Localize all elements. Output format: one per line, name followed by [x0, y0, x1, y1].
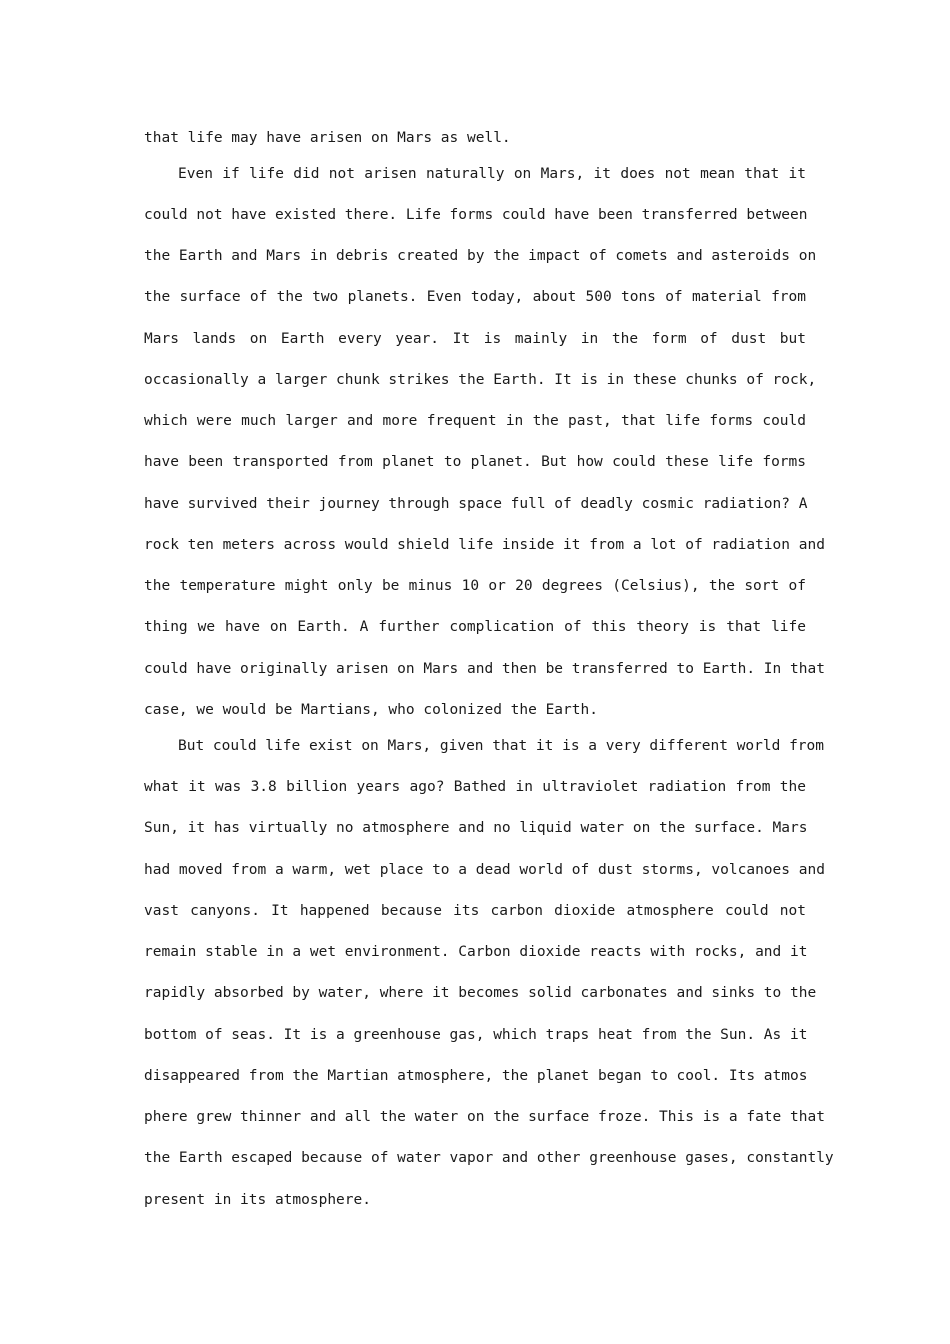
- text-line: had moved from a warm, wet place to a dead world of dust storms, volcanoes and: [144, 862, 825, 878]
- text-line: remain stable in a wet environment. Carbon dioxide reacts with rocks, and it: [144, 944, 808, 960]
- paragraph-start: But could life exist on Mars, given that it is a very different world from: [178, 738, 825, 754]
- text-line: could not have existed there. Life forms could have been transferred between: [144, 207, 808, 223]
- text-line: what it was 3.8 billion years ago? Bathed in ultraviolet radiation from the: [144, 779, 806, 795]
- text-line: vast canyons. It happened because its carbon dioxide atmosphere could not: [144, 903, 806, 919]
- text-line: which were much larger and more frequent in the past, that life forms could: [144, 413, 806, 429]
- text-line: that life may have arisen on Mars as well.: [144, 130, 511, 146]
- text-line: the Earth escaped because of water vapor and other greenhouse gases, constantly: [144, 1150, 834, 1166]
- text-line: case, we would be Martians, who colonized the Earth.: [144, 702, 598, 718]
- text-line: bottom of seas. It is a greenhouse gas, which traps heat from the Sun. As it: [144, 1027, 808, 1043]
- text-line: rock ten meters across would shield life inside it from a lot of radiation and: [144, 537, 825, 553]
- text-line: have been transported from planet to planet. But how could these life forms: [144, 454, 806, 470]
- text-line: rapidly absorbed by water, where it becomes solid carbonates and sinks to the: [144, 985, 817, 1001]
- text-line: Sun, it has virtually no atmosphere and no liquid water on the surface. Mars: [144, 820, 808, 836]
- text-line: have survived their journey through space full of deadly cosmic radiation? A: [144, 496, 808, 512]
- text-line: phere grew thinner and all the water on the surface froze. This is a fate that: [144, 1109, 825, 1125]
- text-line: disappeared from the Martian atmosphere, the planet began to cool. Its atmos: [144, 1068, 808, 1084]
- text-line: could have originally arisen on Mars and then be transferred to Earth. In that: [144, 661, 825, 677]
- text-line: thing we have on Earth. A further complication of this theory is that life: [144, 619, 806, 635]
- text-line: the surface of the two planets. Even today, about 500 tons of material from: [144, 289, 806, 305]
- paragraph-start: Even if life did not arisen naturally on Mars, it does not mean that it: [178, 166, 806, 182]
- text-line: the temperature might only be minus 10 or 20 degrees (Celsius), the sort of: [144, 578, 806, 594]
- text-line: the Earth and Mars in debris created by the impact of comets and asteroids on: [144, 248, 817, 264]
- text-line: occasionally a larger chunk strikes the Earth. It is in these chunks of rock,: [144, 372, 817, 388]
- text-line: Mars lands on Earth every year. It is mainly in the form of dust but: [144, 331, 806, 347]
- text-line: present in its atmosphere.: [144, 1192, 371, 1208]
